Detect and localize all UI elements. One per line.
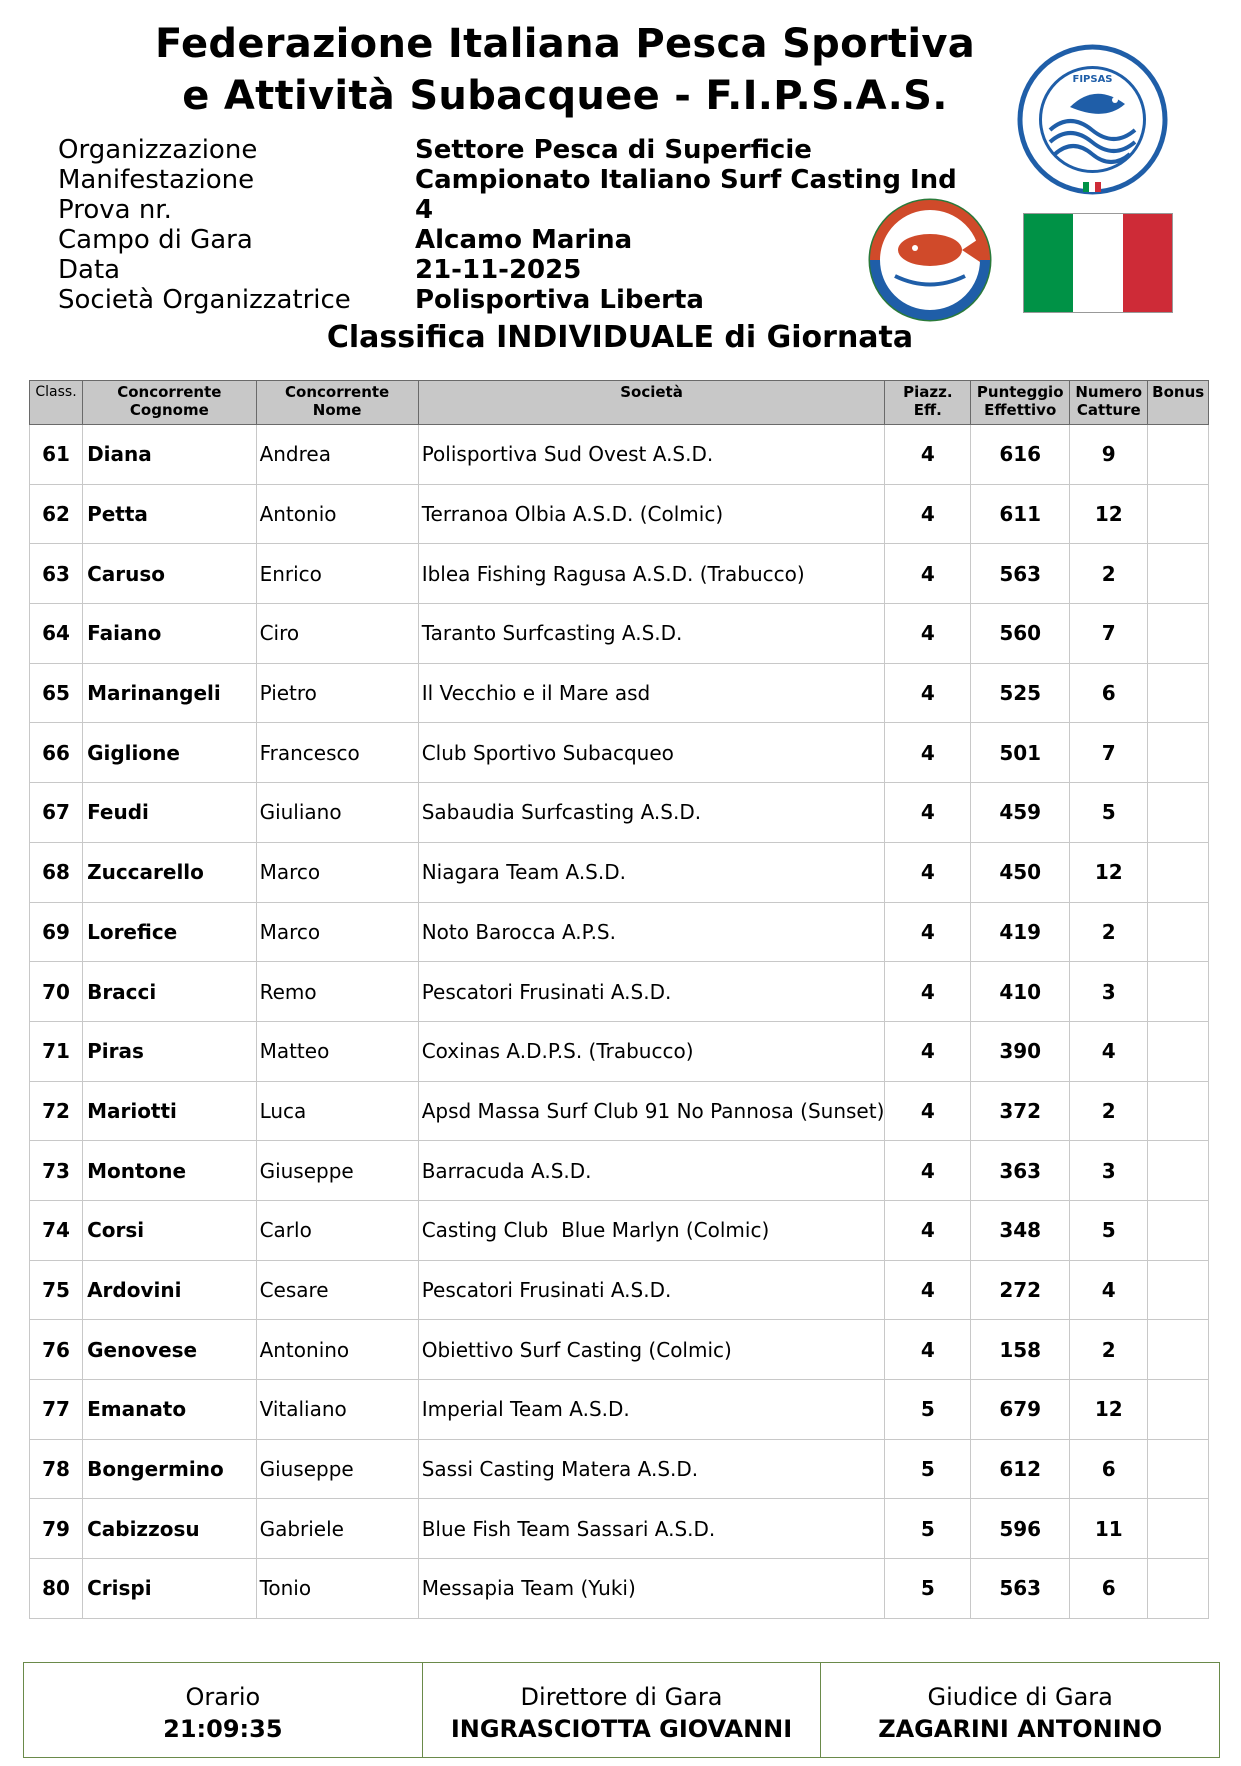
table-row	[30, 663, 1209, 723]
cell-name: Matteo	[256, 1021, 418, 1081]
cell-soc: Blue Fish Team Sassari A.S.D.	[418, 1499, 885, 1559]
cell-soc: Sabaudia Surfcasting A.S.D.	[418, 783, 885, 843]
info-row: Prova nr. 4	[58, 195, 434, 225]
cell-surname: Bracci	[83, 962, 257, 1022]
cell-piazz: 5	[885, 1499, 971, 1559]
orario-label: Orario	[185, 1683, 261, 1711]
cell-catt: 2	[1070, 902, 1148, 962]
fipsas-logo-icon	[1015, 42, 1170, 197]
table-row	[30, 902, 1209, 962]
cell-name: Luca	[256, 1081, 418, 1141]
cell-piazz: 4	[885, 544, 971, 604]
info-row: Società Organizzatrice Polisportiva Liberta	[58, 285, 704, 315]
cell-name: Marco	[256, 902, 418, 962]
cell-class: 62	[30, 484, 83, 544]
cell-surname: Montone	[83, 1141, 257, 1201]
cell-class: 79	[30, 1499, 83, 1559]
cell-class: 71	[30, 1021, 83, 1081]
cell-pts: 563	[971, 1559, 1070, 1619]
cell-catt: 9	[1070, 425, 1148, 485]
cell-surname: Petta	[83, 484, 257, 544]
cell-bonus	[1148, 1081, 1209, 1141]
cell-catt: 2	[1070, 1081, 1148, 1141]
cell-piazz: 4	[885, 842, 971, 902]
cell-name: Remo	[256, 962, 418, 1022]
cell-soc: Noto Barocca A.P.S.	[418, 902, 885, 962]
cell-class: 76	[30, 1320, 83, 1380]
cell-pts: 616	[971, 425, 1070, 485]
table-row	[30, 1499, 1209, 1559]
cell-pts: 272	[971, 1260, 1070, 1320]
document-title	[150, 18, 980, 122]
cell-bonus	[1148, 1320, 1209, 1380]
italian-flag-icon	[1023, 213, 1173, 313]
cell-surname: Mariotti	[83, 1081, 257, 1141]
table-row	[30, 425, 1209, 485]
cell-catt: 3	[1070, 962, 1148, 1022]
cell-pts: 158	[971, 1320, 1070, 1380]
cell-pts: 372	[971, 1081, 1070, 1141]
cell-bonus	[1148, 544, 1209, 604]
table-row	[30, 1320, 1209, 1380]
cell-class: 65	[30, 663, 83, 723]
giudice-label: Giudice di Gara	[927, 1683, 1113, 1711]
title-line-1: Federazione Italiana Pesca Sportiva	[154, 21, 976, 67]
cell-catt: 2	[1070, 544, 1148, 604]
cell-soc: Obiettivo Surf Casting (Colmic)	[418, 1320, 885, 1380]
cell-name: Tonio	[256, 1559, 418, 1619]
cell-soc: Pescatori Frusinati A.S.D.	[418, 1260, 885, 1320]
cell-piazz: 4	[885, 1141, 971, 1201]
cell-piazz: 4	[885, 663, 971, 723]
direttore-label: Direttore di Gara	[520, 1683, 723, 1711]
cell-class: 73	[30, 1141, 83, 1201]
cell-pts: 390	[971, 1021, 1070, 1081]
cell-surname: Crispi	[83, 1559, 257, 1619]
cell-pts: 348	[971, 1200, 1070, 1260]
giudice-value: ZAGARINI ANTONINO	[878, 1715, 1163, 1743]
results-table	[29, 380, 1209, 1619]
cell-catt: 3	[1070, 1141, 1148, 1201]
cell-soc: Polisportiva Sud Ovest A.S.D.	[418, 425, 885, 485]
cell-piazz: 4	[885, 484, 971, 544]
cell-bonus	[1148, 962, 1209, 1022]
cell-catt: 6	[1070, 1439, 1148, 1499]
cell-soc: Club Sportivo Subacqueo	[418, 723, 885, 783]
cell-name: Giuseppe	[256, 1439, 418, 1499]
cell-name: Marco	[256, 842, 418, 902]
cell-piazz: 4	[885, 723, 971, 783]
header-piazzamento: Piazz. Eff.	[885, 381, 971, 425]
cell-piazz: 4	[885, 1081, 971, 1141]
info-row: Data 21-11-2025	[58, 255, 582, 285]
cell-class: 78	[30, 1439, 83, 1499]
title-line-2: e Attività Subacquee - F.I.P.S.A.S.	[182, 73, 948, 119]
cell-pts: 459	[971, 783, 1070, 843]
cell-bonus	[1148, 1499, 1209, 1559]
cell-name: Francesco	[256, 723, 418, 783]
cell-pts: 450	[971, 842, 1070, 902]
header-punteggio: Punteggio Effettivo	[971, 381, 1070, 425]
cell-pts: 410	[971, 962, 1070, 1022]
cell-pts: 525	[971, 663, 1070, 723]
table-row	[30, 1200, 1209, 1260]
cell-pts: 419	[971, 902, 1070, 962]
cell-catt: 4	[1070, 1021, 1148, 1081]
cell-pts: 363	[971, 1141, 1070, 1201]
cell-piazz: 4	[885, 902, 971, 962]
cell-catt: 5	[1070, 1200, 1148, 1260]
table-row	[30, 1439, 1209, 1499]
cell-piazz: 5	[885, 1439, 971, 1499]
cell-piazz: 4	[885, 1260, 971, 1320]
cell-surname: Ardovini	[83, 1260, 257, 1320]
cell-surname: Feudi	[83, 783, 257, 843]
event-info	[58, 135, 957, 315]
table-row	[30, 1141, 1209, 1201]
info-row: Campo di Gara Alcamo Marina	[58, 225, 633, 255]
cell-catt: 5	[1070, 783, 1148, 843]
cell-piazz: 5	[885, 1380, 971, 1440]
cell-name: Andrea	[256, 425, 418, 485]
cell-pts: 563	[971, 544, 1070, 604]
header-bonus: Bonus	[1148, 381, 1209, 425]
cell-piazz: 4	[885, 604, 971, 664]
cell-class: 75	[30, 1260, 83, 1320]
cell-soc: Iblea Fishing Ragusa A.S.D. (Trabucco)	[418, 544, 885, 604]
ranking-subtitle: Classifica INDIVIDUALE di Giornata	[326, 320, 914, 355]
cell-piazz: 4	[885, 425, 971, 485]
cell-pts: 501	[971, 723, 1070, 783]
cell-piazz: 5	[885, 1559, 971, 1619]
cell-class: 66	[30, 723, 83, 783]
cell-bonus	[1148, 902, 1209, 962]
fipsas-logo-label: FIPSAS	[1072, 74, 1113, 85]
cell-soc: Pescatori Frusinati A.S.D.	[418, 962, 885, 1022]
cell-bonus	[1148, 663, 1209, 723]
cell-soc: Terranoa Olbia A.S.D. (Colmic)	[418, 484, 885, 544]
cell-soc: Coxinas A.D.P.S. (Trabucco)	[418, 1021, 885, 1081]
cell-catt: 11	[1070, 1499, 1148, 1559]
cell-surname: Emanato	[83, 1380, 257, 1440]
info-row: Manifestazione Campionato Italiano Surf Casting Ind	[58, 165, 957, 195]
cell-catt: 12	[1070, 1380, 1148, 1440]
cell-bonus	[1148, 1559, 1209, 1619]
cell-pts: 611	[971, 484, 1070, 544]
cell-surname: Marinangeli	[83, 663, 257, 723]
cell-piazz: 4	[885, 783, 971, 843]
cell-catt: 6	[1070, 1559, 1148, 1619]
info-row: Organizzazione Settore Pesca di Superficie	[58, 135, 812, 165]
cell-surname: Diana	[83, 425, 257, 485]
cell-pts: 596	[971, 1499, 1070, 1559]
cell-name: Giuliano	[256, 783, 418, 843]
cell-soc: Taranto Surfcasting A.S.D.	[418, 604, 885, 664]
table-row	[30, 1081, 1209, 1141]
cell-surname: Zuccarello	[83, 842, 257, 902]
table-row	[30, 484, 1209, 544]
cell-catt: 4	[1070, 1260, 1148, 1320]
cell-name: Gabriele	[256, 1499, 418, 1559]
cell-catt: 2	[1070, 1320, 1148, 1380]
cell-piazz: 4	[885, 1320, 971, 1380]
cell-surname: Cabizzosu	[83, 1499, 257, 1559]
footer-orario	[24, 1663, 423, 1757]
cell-pts: 612	[971, 1439, 1070, 1499]
cell-soc: Il Vecchio e il Mare asd	[418, 663, 885, 723]
cell-bonus	[1148, 425, 1209, 485]
header-class: Class.	[30, 381, 83, 425]
cell-catt: 6	[1070, 663, 1148, 723]
cell-name: Giuseppe	[256, 1141, 418, 1201]
cell-name: Vitaliano	[256, 1380, 418, 1440]
header-catture: Numero Catture	[1070, 381, 1148, 425]
cell-name: Antonino	[256, 1320, 418, 1380]
cell-bonus	[1148, 1200, 1209, 1260]
cell-soc: Casting Club Blue Marlyn (Colmic)	[418, 1200, 885, 1260]
cell-class: 63	[30, 544, 83, 604]
cell-class: 77	[30, 1380, 83, 1440]
cell-surname: Piras	[83, 1021, 257, 1081]
footer-signatures	[23, 1662, 1220, 1758]
table-row	[30, 1021, 1209, 1081]
table-row	[30, 1380, 1209, 1440]
cell-piazz: 4	[885, 962, 971, 1022]
orario-value: 21:09:35	[163, 1715, 283, 1743]
cell-name: Cesare	[256, 1260, 418, 1320]
cell-catt: 12	[1070, 484, 1148, 544]
table-row	[30, 1260, 1209, 1320]
cell-bonus	[1148, 484, 1209, 544]
cell-surname: Faiano	[83, 604, 257, 664]
cell-surname: Giglione	[83, 723, 257, 783]
cell-class: 80	[30, 1559, 83, 1619]
cell-name: Antonio	[256, 484, 418, 544]
cell-catt: 7	[1070, 604, 1148, 664]
cell-pts: 560	[971, 604, 1070, 664]
cell-surname: Lorefice	[83, 902, 257, 962]
cell-soc: Messapia Team (Yuki)	[418, 1559, 885, 1619]
cell-bonus	[1148, 604, 1209, 664]
cell-class: 74	[30, 1200, 83, 1260]
footer-giudice	[821, 1663, 1219, 1757]
table-row	[30, 1559, 1209, 1619]
table-header-row	[30, 381, 1209, 425]
cell-bonus	[1148, 783, 1209, 843]
cell-name: Carlo	[256, 1200, 418, 1260]
cell-surname: Genovese	[83, 1320, 257, 1380]
cell-catt: 7	[1070, 723, 1148, 783]
cell-class: 68	[30, 842, 83, 902]
table-row	[30, 842, 1209, 902]
cell-class: 64	[30, 604, 83, 664]
cell-surname: Bongermino	[83, 1439, 257, 1499]
cell-bonus	[1148, 1021, 1209, 1081]
table-row	[30, 604, 1209, 664]
cell-bonus	[1148, 1439, 1209, 1499]
cell-pts: 679	[971, 1380, 1070, 1440]
cell-soc: Niagara Team A.S.D.	[418, 842, 885, 902]
cell-bonus	[1148, 1141, 1209, 1201]
header-societa: Società	[418, 381, 885, 425]
cell-soc: Barracuda A.S.D.	[418, 1141, 885, 1201]
cell-soc: Apsd Massa Surf Club 91 No Pannosa (Sunset)	[418, 1081, 885, 1141]
cell-piazz: 4	[885, 1200, 971, 1260]
cell-bonus	[1148, 1380, 1209, 1440]
cell-class: 70	[30, 962, 83, 1022]
cell-piazz: 4	[885, 1021, 971, 1081]
cell-bonus	[1148, 842, 1209, 902]
cell-soc: Imperial Team A.S.D.	[418, 1380, 885, 1440]
cell-class: 61	[30, 425, 83, 485]
cell-catt: 12	[1070, 842, 1148, 902]
cell-bonus	[1148, 723, 1209, 783]
table-row	[30, 723, 1209, 783]
table-row	[30, 783, 1209, 843]
cell-soc: Sassi Casting Matera A.S.D.	[418, 1439, 885, 1499]
cell-name: Enrico	[256, 544, 418, 604]
cell-class: 72	[30, 1081, 83, 1141]
table-row	[30, 544, 1209, 604]
cell-name: Pietro	[256, 663, 418, 723]
header-name: Concorrente Nome	[256, 381, 418, 425]
cell-surname: Corsi	[83, 1200, 257, 1260]
cell-class: 67	[30, 783, 83, 843]
catch-and-release-logo-icon	[865, 198, 995, 323]
cell-name: Ciro	[256, 604, 418, 664]
cell-class: 69	[30, 902, 83, 962]
footer-direttore	[423, 1663, 822, 1757]
table-row	[30, 962, 1209, 1022]
cell-bonus	[1148, 1260, 1209, 1320]
direttore-value: INGRASCIOTTA GIOVANNI	[450, 1715, 793, 1743]
header-surname: Concorrente Cognome	[83, 381, 257, 425]
cell-surname: Caruso	[83, 544, 257, 604]
